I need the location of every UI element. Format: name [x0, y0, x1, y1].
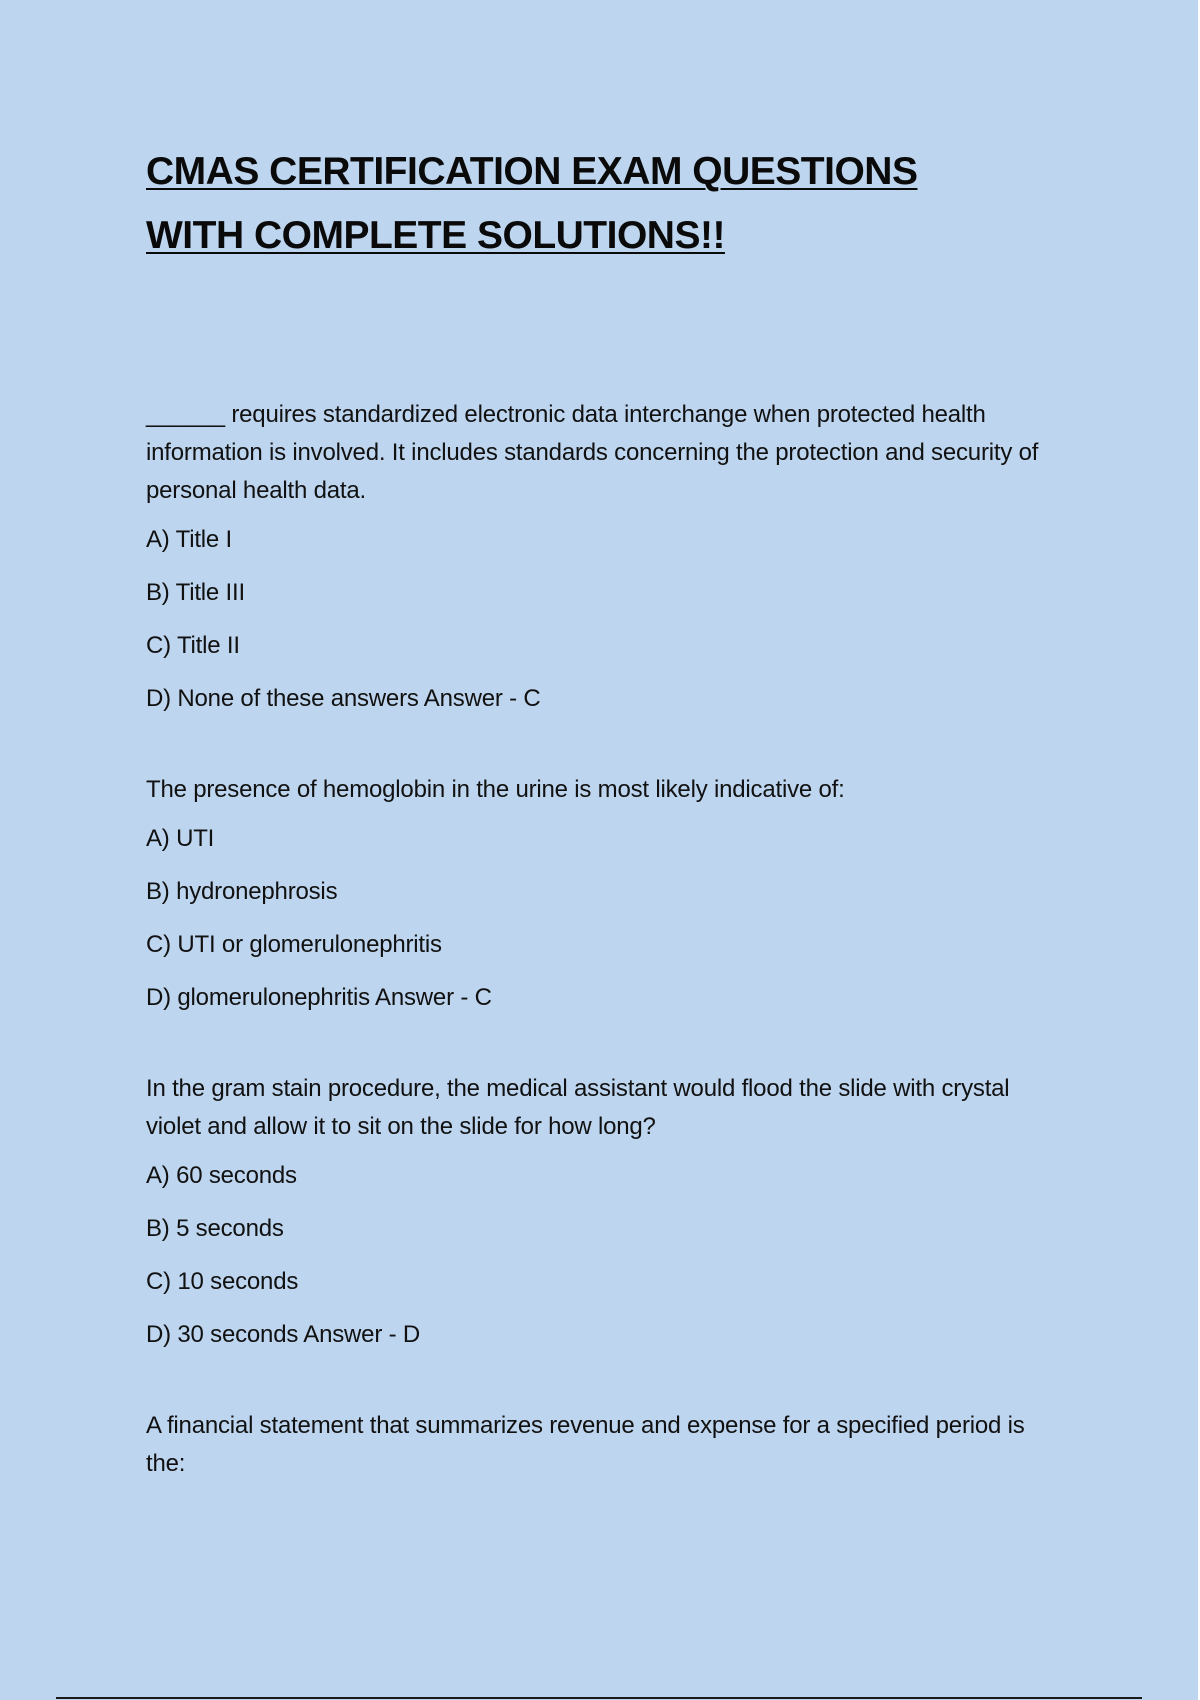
question-1-options — [146, 521, 1066, 718]
question-3-stem: In the gram stain procedure, the medical assistant would flood the slide with crystal violet and allow it to sit on the slide for how long? — [146, 1075, 1010, 1140]
question-2-option-a: A) UTI — [146, 825, 215, 852]
question-2-option-c: C) UTI or glomerulonephritis — [146, 931, 442, 958]
question-2-options — [146, 820, 1066, 1017]
question-1-option-c: C) Title II — [146, 632, 240, 659]
question-3-options — [146, 1157, 1066, 1354]
question-2-stem: The presence of hemoglobin in the urine is most likely indicative of: — [146, 776, 845, 803]
title-line-2: WITH COMPLETE SOLUTIONS!! — [146, 214, 725, 257]
question-3-option-a: A) 60 seconds — [146, 1162, 297, 1189]
question-3-option-b: B) 5 seconds — [146, 1215, 284, 1242]
footer-divider — [56, 1697, 1142, 1699]
document-content — [146, 140, 1066, 1536]
question-1-option-b: B) Title III — [146, 579, 245, 606]
question-1 — [146, 396, 1066, 718]
question-2-option-b: B) hydronephrosis — [146, 878, 338, 905]
question-list — [146, 396, 1066, 1483]
document-title — [146, 140, 1066, 268]
question-4 — [146, 1407, 1066, 1483]
question-1-option-d: D) None of these answers Answer - C — [146, 685, 541, 712]
question-2 — [146, 771, 1066, 1017]
question-1-stem: ______ requires standardized electronic data interchange when protected health information is involved. It includes standards concerning the protection and security of personal health data. — [146, 401, 1039, 504]
question-1-option-a: A) Title I — [146, 526, 233, 553]
question-3-option-c: C) 10 seconds — [146, 1268, 299, 1295]
question-2-option-d: D) glomerulonephritis Answer - C — [146, 984, 492, 1011]
title-line-1: CMAS CERTIFICATION EXAM QUESTIONS — [146, 150, 918, 193]
question-3 — [146, 1070, 1066, 1354]
question-3-option-d: D) 30 seconds Answer - D — [146, 1321, 420, 1348]
question-4-stem: A financial statement that summarizes revenue and expense for a specified period is the: — [146, 1412, 1025, 1477]
